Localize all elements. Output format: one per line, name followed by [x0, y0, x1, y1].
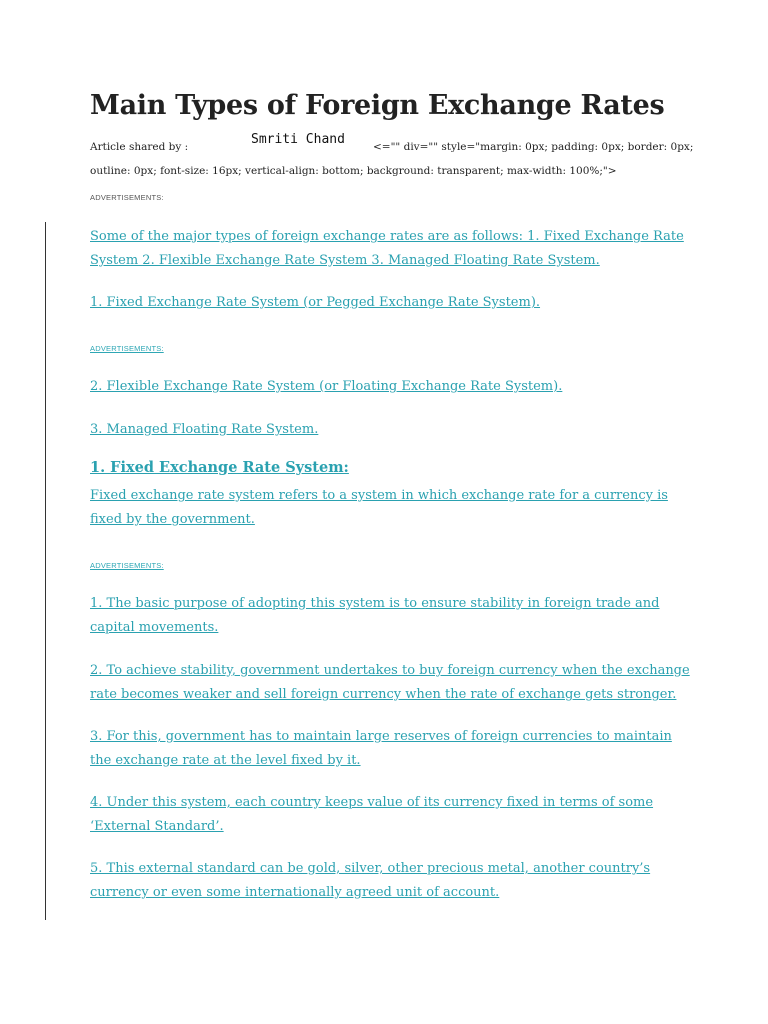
- stray-code-line-1: <="" div="" style="margin: 0px; padding: 0px; border: 0px;: [373, 141, 694, 153]
- article-title: Main Types of Foreign Exchange Rates: [90, 90, 665, 121]
- point-link-5[interactable]: 5. This external standard can be gold, silver, other precious metal, another country’s currency or even some internationally agreed unit of account.: [90, 861, 651, 900]
- intro-link[interactable]: Some of the major types of foreign exchange rates are as follows: 1. Fixed Exchange Rate System 2. Flexible Exchange Rate System 3. Managed Floating Rate System.: [90, 229, 684, 268]
- section-heading-fixed[interactable]: 1. Fixed Exchange Rate System:: [90, 459, 349, 476]
- author-name: Smriti Chand: [251, 132, 345, 147]
- toc-link-flexible[interactable]: 2. Flexible Exchange Rate System (or Floating Exchange Rate System).: [90, 379, 563, 394]
- toc-link-managed[interactable]: 3. Managed Floating Rate System.: [90, 422, 319, 437]
- stray-code-line-2: outline: 0px; font-size: 16px; vertical-align: bottom; background: transparent; max-width: 100%;">: [90, 165, 617, 177]
- toc-link-fixed[interactable]: 1. Fixed Exchange Rate System (or Pegged Exchange Rate System).: [90, 295, 541, 310]
- byline-label: Article shared by :: [90, 141, 189, 153]
- left-border-line: [45, 222, 46, 920]
- advertisement-link[interactable]: ADVERTISEMENTS:: [90, 344, 164, 353]
- advertisement-label: ADVERTISEMENTS:: [90, 193, 164, 202]
- point-link-3[interactable]: 3. For this, government has to maintain large reserves of foreign currencies to maintain the exchange rate at the level fixed by it.: [90, 729, 672, 768]
- definition-link[interactable]: Fixed exchange rate system refers to a system in which exchange rate for a currency is fixed by the government.: [90, 488, 668, 527]
- point-link-4[interactable]: 4. Under this system, each country keeps value of its currency fixed in terms of some ‘External Standard’.: [90, 795, 654, 834]
- advertisement-link[interactable]: ADVERTISEMENTS:: [90, 561, 164, 570]
- point-link-1[interactable]: 1. The basic purpose of adopting this system is to ensure stability in foreign trade and capital movements.: [90, 596, 660, 635]
- point-link-2[interactable]: 2. To achieve stability, government undertakes to buy foreign currency when the exchange rate becomes weaker and sell foreign currency when the rate of exchange gets stronger.: [90, 663, 690, 702]
